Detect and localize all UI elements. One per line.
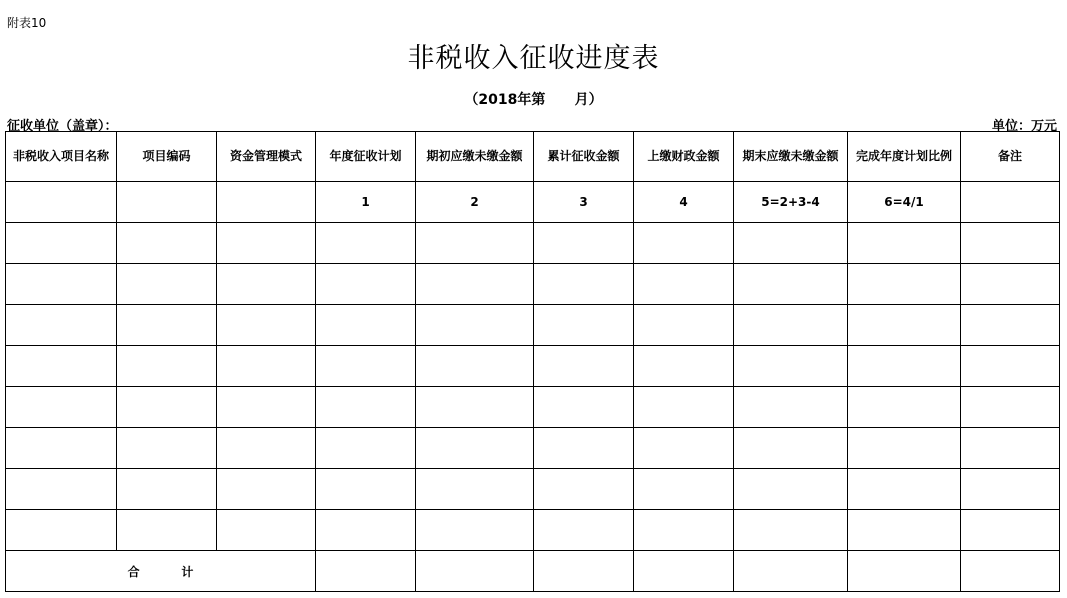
table-cell[interactable]: [734, 428, 848, 469]
table-cell[interactable]: [634, 223, 734, 264]
table-cell[interactable]: [534, 346, 634, 387]
table-cell[interactable]: [117, 346, 217, 387]
table-cell[interactable]: [961, 264, 1060, 305]
table-cell[interactable]: [117, 305, 217, 346]
table-cell[interactable]: [416, 223, 534, 264]
table-cell[interactable]: [848, 469, 961, 510]
total-cell[interactable]: [734, 551, 848, 592]
table-cell[interactable]: [534, 264, 634, 305]
total-cell[interactable]: [416, 551, 534, 592]
table-cell[interactable]: [961, 469, 1060, 510]
table-row: [6, 305, 1060, 346]
table-cell[interactable]: [634, 305, 734, 346]
table-cell[interactable]: [316, 387, 416, 428]
table-cell[interactable]: [316, 469, 416, 510]
formula-cell: 4: [634, 182, 734, 223]
total-cell[interactable]: [848, 551, 961, 592]
table-cell[interactable]: [634, 428, 734, 469]
table-cell[interactable]: [961, 305, 1060, 346]
table-cell[interactable]: [634, 346, 734, 387]
attachment-label: 附表10: [7, 16, 47, 30]
column-header: 完成年度计划比例: [848, 132, 961, 182]
table-cell[interactable]: [117, 264, 217, 305]
table-cell[interactable]: [6, 469, 117, 510]
table-cell[interactable]: [534, 387, 634, 428]
table-cell[interactable]: [416, 469, 534, 510]
table-cell[interactable]: [534, 469, 634, 510]
table-cell[interactable]: [534, 305, 634, 346]
table-cell[interactable]: [961, 223, 1060, 264]
table-row: [6, 264, 1060, 305]
table-cell[interactable]: [848, 428, 961, 469]
table-cell[interactable]: [117, 387, 217, 428]
table-row: [6, 469, 1060, 510]
table-cell[interactable]: [534, 510, 634, 551]
table-cell[interactable]: [217, 510, 316, 551]
table-header-row: [6, 132, 1060, 182]
progress-table: [5, 131, 1060, 592]
table-cell[interactable]: [734, 510, 848, 551]
formula-cell: [117, 182, 217, 223]
table-cell[interactable]: [534, 428, 634, 469]
table-cell[interactable]: [117, 510, 217, 551]
table-cell[interactable]: [634, 387, 734, 428]
table-cell[interactable]: [848, 387, 961, 428]
table-cell[interactable]: [6, 264, 117, 305]
table-cell[interactable]: [117, 469, 217, 510]
table-row: [6, 510, 1060, 551]
table-cell[interactable]: [416, 510, 534, 551]
formula-cell: 2: [416, 182, 534, 223]
table-cell[interactable]: [534, 223, 634, 264]
table-cell[interactable]: [6, 510, 117, 551]
currency-unit-label: 单位：万元: [991, 119, 1057, 134]
column-header: 上缴财政金额: [634, 132, 734, 182]
table-row: [6, 387, 1060, 428]
table-cell[interactable]: [416, 387, 534, 428]
column-header: 累计征收金额: [534, 132, 634, 182]
table-cell[interactable]: [634, 469, 734, 510]
table-cell[interactable]: [217, 428, 316, 469]
table-cell[interactable]: [848, 305, 961, 346]
table-cell[interactable]: [217, 305, 316, 346]
table-cell[interactable]: [734, 469, 848, 510]
table-cell[interactable]: [316, 305, 416, 346]
table-cell[interactable]: [634, 510, 734, 551]
table-cell[interactable]: [6, 428, 117, 469]
table-row: [6, 346, 1060, 387]
column-header: 非税收入项目名称: [6, 132, 117, 182]
table-cell[interactable]: [117, 223, 217, 264]
table-cell[interactable]: [217, 223, 316, 264]
formula-cell: [961, 182, 1060, 223]
total-cell[interactable]: [961, 551, 1060, 592]
table-cell[interactable]: [734, 223, 848, 264]
table-cell[interactable]: [217, 387, 316, 428]
table-cell[interactable]: [6, 346, 117, 387]
table-cell[interactable]: [848, 346, 961, 387]
column-header: 年度征收计划: [316, 132, 416, 182]
table-cell[interactable]: [961, 387, 1060, 428]
table-cell[interactable]: [848, 264, 961, 305]
table-cell[interactable]: [117, 428, 217, 469]
table-cell[interactable]: [6, 223, 117, 264]
table-cell[interactable]: [217, 346, 316, 387]
formula-cell: [6, 182, 117, 223]
collecting-unit-label: 征收单位（盖章）：: [7, 119, 118, 134]
column-header: 期初应缴未缴金额: [416, 132, 534, 182]
page-title: 非税收入征收进度表: [407, 43, 660, 74]
column-header: 期末应缴未缴金额: [734, 132, 848, 182]
table-cell[interactable]: [848, 223, 961, 264]
table-cell[interactable]: [6, 387, 117, 428]
table-cell[interactable]: [848, 510, 961, 551]
table-cell[interactable]: [217, 264, 316, 305]
table-cell[interactable]: [316, 264, 416, 305]
table-cell[interactable]: [734, 305, 848, 346]
table-cell[interactable]: [316, 428, 416, 469]
total-row: [6, 551, 1060, 592]
formula-cell: [217, 182, 316, 223]
table-cell[interactable]: [961, 428, 1060, 469]
table-cell[interactable]: [316, 346, 416, 387]
formula-cell: 6=4/1: [848, 182, 961, 223]
total-cell[interactable]: [534, 551, 634, 592]
total-cell[interactable]: [316, 551, 416, 592]
total-cell[interactable]: [634, 551, 734, 592]
formula-cell: 1: [316, 182, 416, 223]
table-cell[interactable]: [961, 346, 1060, 387]
table-cell[interactable]: [416, 428, 534, 469]
table-row: [6, 428, 1060, 469]
formula-cell: 5=2+3-4: [734, 182, 848, 223]
table-row: [6, 223, 1060, 264]
table-cell[interactable]: [316, 510, 416, 551]
table-cell[interactable]: [961, 510, 1060, 551]
table-cell[interactable]: [416, 264, 534, 305]
table-cell[interactable]: [416, 305, 534, 346]
table-cell[interactable]: [734, 264, 848, 305]
column-header: 资金管理模式: [217, 132, 316, 182]
table-cell[interactable]: [634, 264, 734, 305]
table-cell[interactable]: [316, 223, 416, 264]
table-cell[interactable]: [217, 469, 316, 510]
table-cell[interactable]: [6, 305, 117, 346]
column-header: 备注: [961, 132, 1060, 182]
table-cell[interactable]: [416, 346, 534, 387]
formula-cell: 3: [534, 182, 634, 223]
period-subtitle: （2018年第 月）: [464, 92, 603, 108]
formula-row: [6, 182, 1060, 223]
total-label: 合 计: [6, 551, 316, 592]
table-cell[interactable]: [734, 346, 848, 387]
column-header: 项目编码: [117, 132, 217, 182]
table-cell[interactable]: [734, 387, 848, 428]
